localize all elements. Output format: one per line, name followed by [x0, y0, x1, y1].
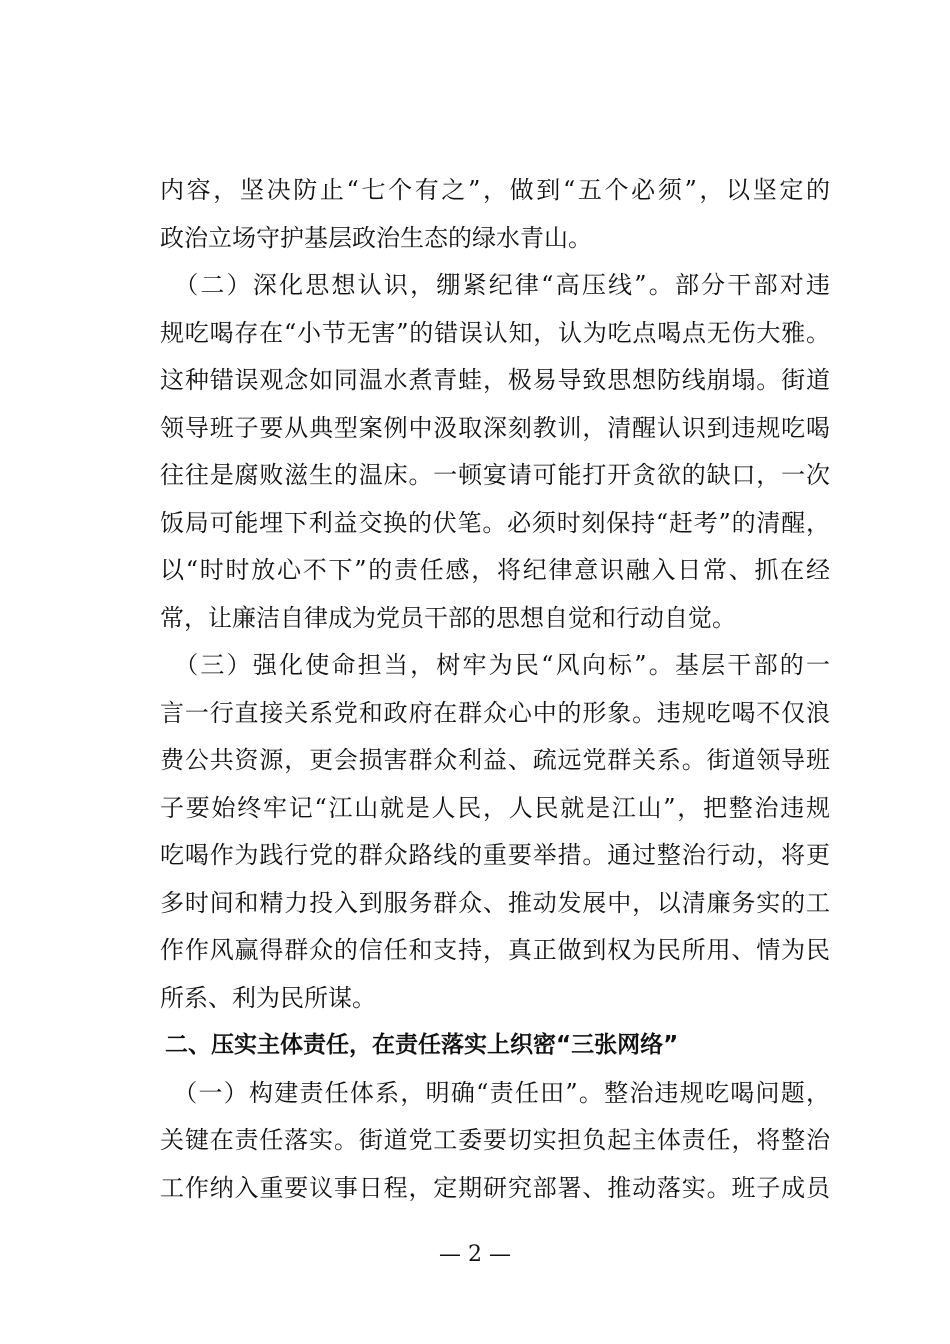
text-line: 政治立场守护基层政治生态的绿水青山。	[160, 223, 592, 252]
text-line: 常，让廉洁自律成为党员干部的思想自觉和行动自觉。	[160, 603, 736, 632]
text-line: 饭局可能埋下利益交换的伏笔。必须时刻保持“赶考”的清醒，	[160, 508, 830, 537]
text-line: 这种错误观念如同温水煮青蛙，极易导致思想防线崩塌。街道	[160, 366, 830, 394]
text-line: 以“时时放心不下”的责任感，将纪律意识融入日常、抓在经	[160, 556, 830, 584]
text-line: 吃喝作为践行党的群众路线的重要举措。通过整治行动，将更	[160, 841, 830, 869]
text-line: 领导班子要从典型案例中汲取深刻教训，清醒认识到违规吃喝	[160, 413, 830, 442]
text-line: 多时间和精力投入到服务群众、推动发展中，以清廉务实的工	[160, 888, 830, 917]
text-line: 所系、利为民所谋。	[160, 983, 376, 1012]
text-line: （二）深化思想认识，绷紧纪律“高压线”。部分干部对违	[160, 271, 830, 299]
text-line: 工作纳入重要议事日程，定期研究部署、推动落实。班子成员	[160, 1173, 830, 1202]
text-line: 费公共资源，更会损害群众利益、疏远党群关系。街道领导班	[160, 746, 830, 774]
section-heading: 二、压实主体责任，在责任落实上织密“三张网络”	[165, 1032, 679, 1058]
text-line: 关键在责任落实。街道党工委要切实担负起主体责任，将整治	[160, 1126, 830, 1154]
page-number: — 2 —	[439, 1242, 511, 1267]
text-line: （三）强化使命担当，树牢为民“风向标”。基层干部的一	[160, 651, 830, 679]
text-line: 往往是腐败滋生的温床。一顿宴请可能打开贪欲的缺口，一次	[160, 461, 830, 489]
text-line: （一）构建责任体系，明确“责任田”。整治违规吃喝问题，	[160, 1078, 830, 1107]
text-line: 作作风赢得群众的信任和支持，真正做到权为民所用、情为民	[160, 936, 830, 964]
text-line: 言一行直接关系党和政府在群众心中的形象。违规吃喝不仅浪	[160, 698, 830, 727]
text-line: 子要始终牢记“江山就是人民，人民就是江山”，把整治违规	[160, 793, 830, 822]
text-line: 规吃喝存在“小节无害”的错误认知，认为吃点喝点无伤大雅。	[160, 318, 830, 347]
text-line: 内容，坚决防止“七个有之”，做到“五个必须”，以坚定的	[160, 176, 830, 204]
